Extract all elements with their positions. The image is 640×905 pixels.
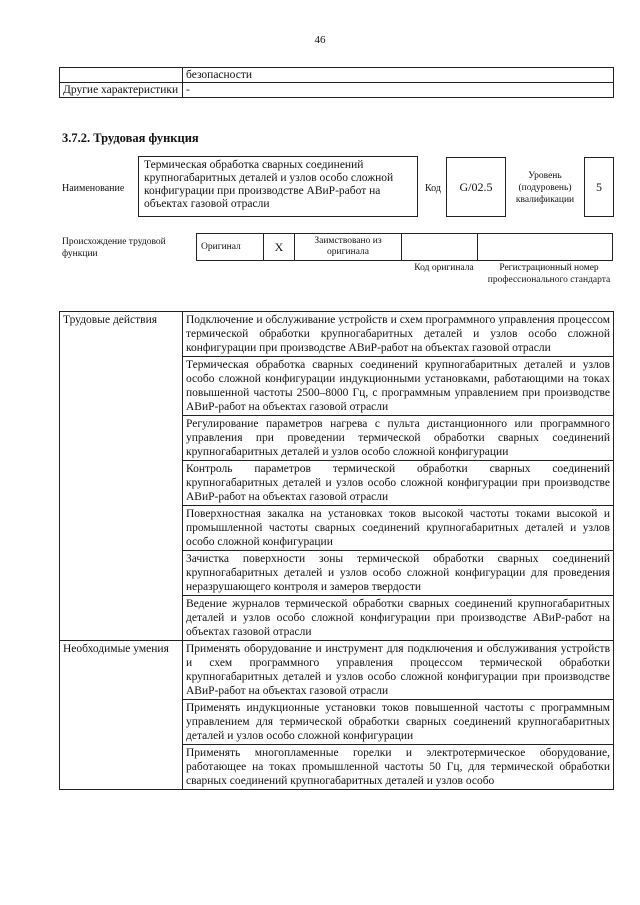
reg-caption: Регистрационный номер профессионального стандарта [487, 263, 611, 285]
row-label: Другие характеристики [60, 83, 183, 98]
table-row [60, 312, 614, 357]
code-caption: Код оригинала [414, 263, 474, 273]
section-title: 3.7.2. Трудовая функция [62, 131, 199, 145]
borrowed-label: Заимствовано из оригинала [295, 234, 402, 261]
list-item: Ведение журналов термической обработки сварных соединений крупногабаритных деталей и узлов особо сложной конфигурации при производстве АВиР-работ на объектах газовой отрасли [183, 596, 614, 641]
list-item: Применять оборудование и инструмент для подключения и обслуживания устройств и схем программного управления процессом термической обработки крупногабаритных деталей и узлов особо сложной конфигурации при производстве АВиР-работ на объектах газовой отрасли [183, 641, 614, 700]
list-item: Регулирование параметров нагрева с пульта дистанционного или программного управления при проведении термической обработки сварных соединений крупногабаритных деталей и узлов особо сложной конфигурации [183, 416, 614, 461]
list-item: Подключение и обслуживание устройств и схем программного управления процессом термической обработки крупногабаритных деталей и узлов особо сложной конфигурации при производстве АВиР-работ на объектах газовой отрасли [183, 312, 614, 357]
top-continuation-table [59, 67, 614, 98]
level-label: Уровень (подуровень) квалификации [515, 171, 575, 205]
list-item: Зачистка поверхности зоны термической обработки сварных соединений крупногабаритных деталей и узлов особо сложной конфигурации для проведения неразрушающего контроля и замеров твердости [183, 551, 614, 596]
list-item: Поверхностная закалка на установках токов высокой частоты токами высокой и промышленной частоты сварных соединений крупногабаритных деталей и узлов особо сложной конфигурации [183, 506, 614, 551]
origin-table [196, 233, 613, 261]
main-table [59, 311, 614, 790]
original-code-cell [402, 234, 478, 261]
row-label [60, 68, 183, 83]
function-name-box: Термическая обработка сварных соединений крупногабаритных деталей и узлов особо сложной конфигурации при производстве АВиР-работ на объектах газовой отрасли [138, 156, 418, 217]
original-label: Оригинал [197, 234, 264, 261]
origin-label: Происхождение трудовой функции [62, 237, 166, 259]
list-item: Термическая обработка сварных соединений крупногабаритных деталей и узлов особо сложной конфигурации индукционными установками, работающими на токах повышенной частоты 2500–8000 Гц, с программным управлением при производстве АВиР-работ на объектах газовой отрасли [183, 357, 614, 416]
code-label: Код [425, 183, 441, 194]
skills-category: Необходимые умения [60, 641, 183, 790]
row-value: безопасности [183, 68, 614, 83]
reg-number-cell [478, 234, 613, 261]
level-box: 5 [584, 157, 614, 217]
page-number: 46 [314, 34, 326, 46]
table-row [197, 234, 613, 261]
table-row [60, 68, 614, 83]
code-box: G/02.5 [446, 157, 506, 217]
table-row [60, 641, 614, 700]
list-item: Контроль параметров термической обработки сварных соединений крупногабаритных деталей и узлов особо сложной конфигурации при производстве АВиР-работ на объектах газовой отрасли [183, 461, 614, 506]
name-label: Наименование [62, 183, 125, 194]
original-mark: X [264, 234, 295, 261]
labor-actions-category: Трудовые действия [60, 312, 183, 641]
table-row [60, 83, 614, 98]
list-item: Применять многопламенные горелки и электротермическое оборудование, работающее на токах промышленной частоты 50 Гц, для термической обработки сварных соединений крупногабаритных деталей и узлов особо [183, 745, 614, 790]
row-value: - [183, 83, 614, 98]
list-item: Применять индукционные установки токов повышенной частоты с программным управлением для термической обработки сварных соединений крупногабаритных деталей и узлов особо сложной конфигурации [183, 700, 614, 745]
